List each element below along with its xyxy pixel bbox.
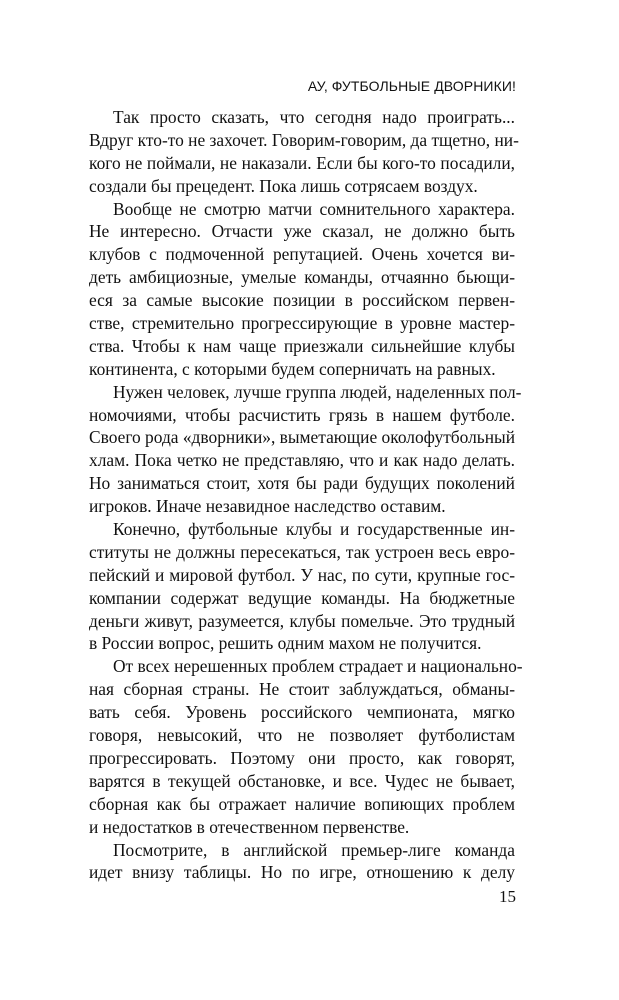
paragraph — [89, 106, 519, 198]
text-line: вать себя. Уровень российского чемпионата, мягко — [89, 702, 515, 723]
text-line: игроков. Иначе незавидное наследство оставим. — [89, 496, 446, 517]
text-line: ная сборная страны. Не стоит заблуждаться, обманы- — [89, 679, 515, 700]
text-line: Конечно, футбольные клубы и государственные ин- — [113, 519, 515, 540]
paragraph — [89, 198, 515, 381]
text-line: хлам. Пока четко не представляю, что и как надо делать. — [89, 450, 515, 471]
text-line: Вообще не смотрю матчи сомнительного характера. — [113, 198, 515, 219]
text-line: сборная как бы отражает наличие вопиющих проблем — [89, 793, 515, 814]
text-line: континента, с которыми будем соперничать на равных. — [89, 358, 496, 379]
text-line: идет внизу таблицы. Но по игре, отношению к делу — [89, 862, 515, 883]
text-line: Посмотрите, в английской премьер-лиге команда — [113, 839, 515, 860]
text-line: создали бы прецедент. Пока лишь сотрясаем воздух. — [89, 175, 478, 196]
text-line: Не интересно. Отчасти уже сказал, не должно быть — [89, 221, 515, 242]
text-line: клубов с подмоченной репутацией. Очень хочется ви- — [89, 244, 515, 265]
text-line: говоря, невысокий, что не позволяет футболистам — [89, 725, 515, 746]
text-line: компании содержат ведущие команды. На бюджетные — [89, 587, 515, 608]
text-line: От всех нерешенных проблем страдает и национально- — [113, 656, 523, 677]
text-line: деть амбициозные, умелые команды, отчаянно бьющи- — [89, 267, 515, 288]
text-line: кого не поймали, не наказали. Если бы кого-то посадили, — [89, 152, 515, 173]
body-text — [89, 106, 523, 884]
text-line: варятся в текущей обстановке, и все. Чудес не бывает, — [89, 770, 515, 791]
text-line: стве, стремительно прогрессирующие в уровне мастер- — [89, 313, 515, 334]
text-line: Своего рода «дворники», выметающие околофутбольный — [89, 427, 516, 448]
text-line: прогрессировать. Поэтому они просто, как говорят, — [89, 747, 515, 768]
text-line: еся за самые высокие позиции в российском первен- — [89, 290, 515, 311]
text-line: Вдруг кто-то не захочет. Говорим-говорим, да тщетно, ни- — [89, 129, 519, 150]
page-number: 15 — [499, 887, 516, 906]
text-line: ства. Чтобы к нам чаще приезжали сильнейшие клубы — [89, 335, 515, 356]
paragraph — [89, 518, 515, 655]
text-line: пейский и мировой футбол. У нас, по сути, крупные гос- — [89, 564, 515, 585]
text-line: в России вопрос, решить одним махом не получится. — [89, 633, 482, 654]
text-line: деньги живут, разумеется, клубы помельче. Это трудный — [89, 610, 515, 631]
text-line: номочиями, чтобы расчистить грязь в нашем футболе. — [89, 404, 515, 425]
text-line: и недостатков в отечественном первенстве. — [89, 816, 410, 837]
running-head: АУ, ФУТБОЛЬНЫЕ ДВОРНИКИ! — [307, 78, 516, 94]
text-line: Так просто сказать, что сегодня надо проиграть... — [113, 107, 515, 127]
text-line: Нужен человек, лучше группа людей, наделенных пол- — [113, 381, 522, 402]
paragraph — [89, 839, 515, 885]
text-line: Но заниматься стоит, хотя бы ради будущих поколений — [89, 473, 515, 494]
text-line: ституты не должны пересекаться, так устроен весь евро- — [89, 541, 515, 562]
paragraph — [89, 381, 522, 518]
paragraph — [89, 655, 523, 838]
